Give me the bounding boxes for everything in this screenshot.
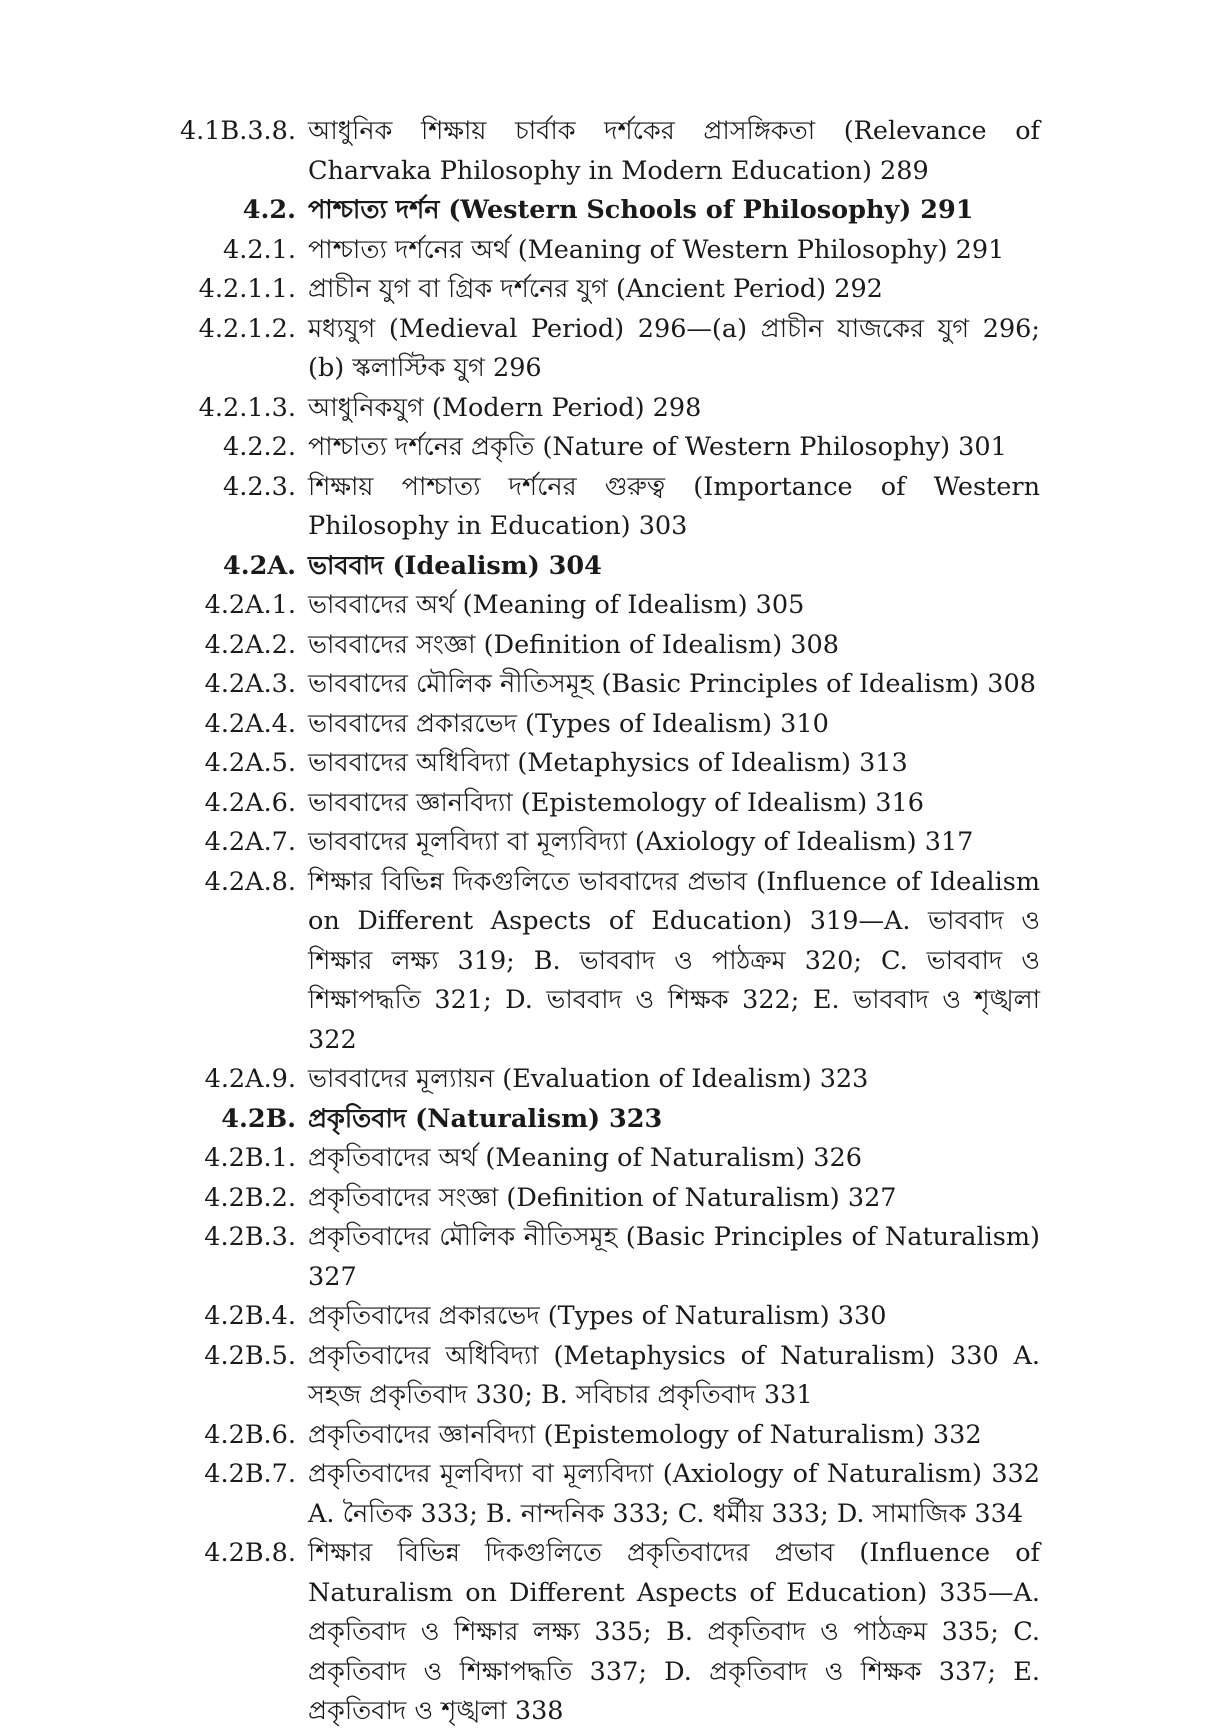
- toc-entry-4-2-1-3: [160, 389, 1040, 429]
- toc-entry-title: ভাববাদের মূল্যায়ন (Evaluation of Idealism) 323: [308, 1064, 869, 1094]
- toc-entry-number: 4.2A.7.: [204, 827, 296, 857]
- toc-entry-4-2a-4: [160, 705, 1040, 745]
- toc-entry-number: 4.2A.6.: [204, 787, 296, 818]
- toc-entry-4-2b-7: [160, 1455, 1040, 1534]
- toc-entry-4-2a-3: [160, 665, 1040, 705]
- toc-section-heading-4-2: [160, 191, 1040, 231]
- toc-entry-title: মধ্যযুগ (Medieval Period) 296—(a) প্রাচীন যাজকের যুগ 296; (b) স্কলাস্টিক যুগ 296: [308, 313, 1040, 383]
- toc-entry-4-2b-8: [160, 1534, 1040, 1732]
- toc-entry-4-2b-1: [160, 1139, 1040, 1179]
- toc-entry-title: পাশ্চাত্য দর্শনের প্রকৃতি (Nature of Western Philosophy) 301: [308, 432, 1007, 462]
- toc-entry-number: 4.2A.8.: [204, 866, 296, 897]
- toc-entry-title: ভাববাদের সংজ্ঞা (Definition of Idealism) 308: [308, 629, 839, 660]
- toc-entry-number: 4.2A.3.: [204, 669, 296, 699]
- toc-entry-title: আধুনিকযুগ (Modern Period) 298: [308, 392, 702, 423]
- toc-entry-title: প্রকৃতিবাদের মৌলিক নীতিসমূহ (Basic Principles of Naturalism) 327: [308, 1222, 1040, 1292]
- toc-entry-title: ভাববাদের অর্থ (Meaning of Idealism) 305: [308, 590, 805, 620]
- toc-entry-title: ভাববাদের মূলবিদ্যা বা মূল্যবিদ্যা (Axiology of Idealism) 317: [308, 827, 974, 857]
- toc-entry-number: 4.2.1.2.: [198, 313, 296, 344]
- toc-page: [160, 112, 1040, 1732]
- toc-entry-number: 4.2B.: [221, 1103, 296, 1134]
- toc-entry-title: প্রকৃতিবাদের প্রকারভেদ (Types of Naturalism) 330: [308, 1301, 887, 1331]
- toc-entry-title: ভাববাদের প্রকারভেদ (Types of Idealism) 310: [308, 708, 829, 739]
- toc-entry-4-2b-3: [160, 1218, 1040, 1297]
- toc-entry-title: শিক্ষার বিভিন্ন দিকগুলিতে প্রকৃতিবাদের প্রভাব (Influence of Naturalism on Different Aspects of Education) 335—A. প্রকৃতিবাদ ও শিক্ষার লক্ষ্য 335; B. প্রকৃতিবাদ ও পাঠক্রম 335; C. প্রকৃতিবাদ ও শিক্ষাপদ্ধতি 337; D. প্রকৃতিবাদ ও শিক্ষক 337; E. প্রকৃতিবাদ ও শৃঙ্খলা 338: [308, 1538, 1040, 1726]
- toc-section-heading-4-2b: [160, 1100, 1040, 1140]
- toc-entry-title: পাশ্চাত্য দর্শনের অর্থ (Meaning of Western Philosophy) 291: [308, 234, 1005, 265]
- toc-entry-title: ভাববাদের জ্ঞানবিদ্যা (Epistemology of Idealism) 316: [308, 787, 924, 818]
- toc-entry-4-2a-6: [160, 784, 1040, 824]
- toc-entry-number: 4.2.2.: [223, 432, 296, 462]
- toc-entry-number: 4.2B.7.: [204, 1459, 296, 1489]
- toc-entry-title: ভাববাদ (Idealism) 304: [308, 550, 602, 581]
- toc-entry-title: প্রাচীন যুগ বা গ্রিক দর্শনের যুগ (Ancient Period) 292: [308, 274, 883, 304]
- toc-entry-number: 4.2.1.1.: [198, 274, 296, 304]
- toc-entry-number: 4.2B.3.: [204, 1222, 296, 1252]
- toc-entry-title: শিক্ষার বিভিন্ন দিকগুলিতে ভাববাদের প্রভাব (Influence of Idealism on Different Aspects of Education) 319—A. ভাববাদ ও শিক্ষার লক্ষ্য 319; B. ভাববাদ ও পাঠক্রম 320; C. ভাববাদ ও শিক্ষাপদ্ধতি 321; D. ভাববাদ ও শিক্ষক 322; E. ভাববাদ ও শৃঙ্খলা 322: [308, 866, 1040, 1055]
- toc-entry-number: 4.2B.6.: [204, 1419, 296, 1450]
- toc-entry-number: 4.2.: [242, 195, 296, 225]
- toc-entry-title: প্রকৃতিবাদের জ্ঞানবিদ্যা (Epistemology of Naturalism) 332: [308, 1419, 982, 1450]
- toc-entry-4-2a-2: [160, 626, 1040, 666]
- toc-entry-4-2b-4: [160, 1297, 1040, 1337]
- toc-entry-title: প্রকৃতিবাদের অর্থ (Meaning of Naturalism) 326: [308, 1143, 862, 1173]
- toc-entry-4-2b-5: [160, 1337, 1040, 1416]
- toc-entry-4-2a-1: [160, 586, 1040, 626]
- toc-entry-title: প্রকৃতিবাদের মূলবিদ্যা বা মূল্যবিদ্যা (Axiology of Naturalism) 332 A. নৈতিক 333; B. নান্দনিক 333; C. ধর্মীয় 333; D. সামাজিক 334: [308, 1459, 1040, 1529]
- toc-entry-number: 4.2B.8.: [204, 1538, 296, 1568]
- toc-entry-title: পাশ্চাত্য দর্শন (Western Schools of Philosophy) 291: [308, 195, 974, 225]
- toc-entry-title: আধুনিক শিক্ষায় চার্বাক দর্শকের প্রাসঙ্গিকতা (Relevance of Charvaka Philosophy in Modern Education) 289: [308, 116, 1040, 186]
- toc-entry-number: 4.2A.5.: [204, 748, 296, 778]
- toc-section-heading-4-2a: [160, 547, 1040, 587]
- toc-entry-4-1b-3-8: [160, 112, 1040, 191]
- toc-entry-title: প্রকৃতিবাদের সংজ্ঞা (Definition of Naturalism) 327: [308, 1182, 897, 1213]
- toc-entry-number: 4.2A.9.: [204, 1064, 296, 1094]
- toc-entry-4-2a-8: [160, 863, 1040, 1061]
- toc-entry-4-2-2: [160, 428, 1040, 468]
- toc-entry-number: 4.2A.4.: [204, 708, 296, 739]
- toc-entry-4-2a-5: [160, 744, 1040, 784]
- toc-entry-title: প্রকৃতিবাদের অধিবিদ্যা (Metaphysics of Naturalism) 330 A. সহজ প্রকৃতিবাদ 330; B. সবিচার প্রকৃতিবাদ 331: [308, 1340, 1040, 1410]
- toc-entry-number: 4.2A.1.: [204, 590, 296, 620]
- toc-entry-number: 4.2B.5.: [204, 1340, 296, 1371]
- toc-entry-number: 4.2B.4.: [204, 1301, 296, 1331]
- toc-entry-title: শিক্ষায় পাশ্চাত্য দর্শনের গুরুত্ব (Importance of Western Philosophy in Education) 303: [308, 471, 1040, 541]
- toc-entry-number: 4.1B.3.8.: [179, 116, 296, 146]
- toc-entry-4-2b-6: [160, 1416, 1040, 1456]
- toc-entry-number: 4.2B.2.: [204, 1182, 296, 1213]
- toc-entry-number: 4.2.1.3.: [198, 392, 296, 423]
- toc-entry-4-2a-9: [160, 1060, 1040, 1100]
- toc-entry-4-2-1-1: [160, 270, 1040, 310]
- toc-entry-4-2-3: [160, 468, 1040, 547]
- toc-entry-number: 4.2B.1.: [204, 1143, 296, 1173]
- toc-entry-number: 4.2.3.: [223, 471, 296, 502]
- toc-entry-number: 4.2.1.: [223, 234, 296, 265]
- toc-entry-4-2b-2: [160, 1179, 1040, 1219]
- toc-entry-4-2-1: [160, 231, 1040, 271]
- toc-entry-4-2a-7: [160, 823, 1040, 863]
- toc-entry-title: ভাববাদের মৌলিক নীতিসমূহ (Basic Principles of Idealism) 308: [308, 669, 1036, 699]
- toc-entry-4-2-1-2: [160, 310, 1040, 389]
- toc-entry-title: প্রকৃতিবাদ (Naturalism) 323: [308, 1103, 663, 1134]
- toc-entry-number: 4.2A.: [222, 550, 296, 581]
- toc-entry-title: ভাববাদের অধিবিদ্যা (Metaphysics of Idealism) 313: [308, 748, 908, 778]
- toc-entry-number: 4.2A.2.: [204, 629, 296, 660]
